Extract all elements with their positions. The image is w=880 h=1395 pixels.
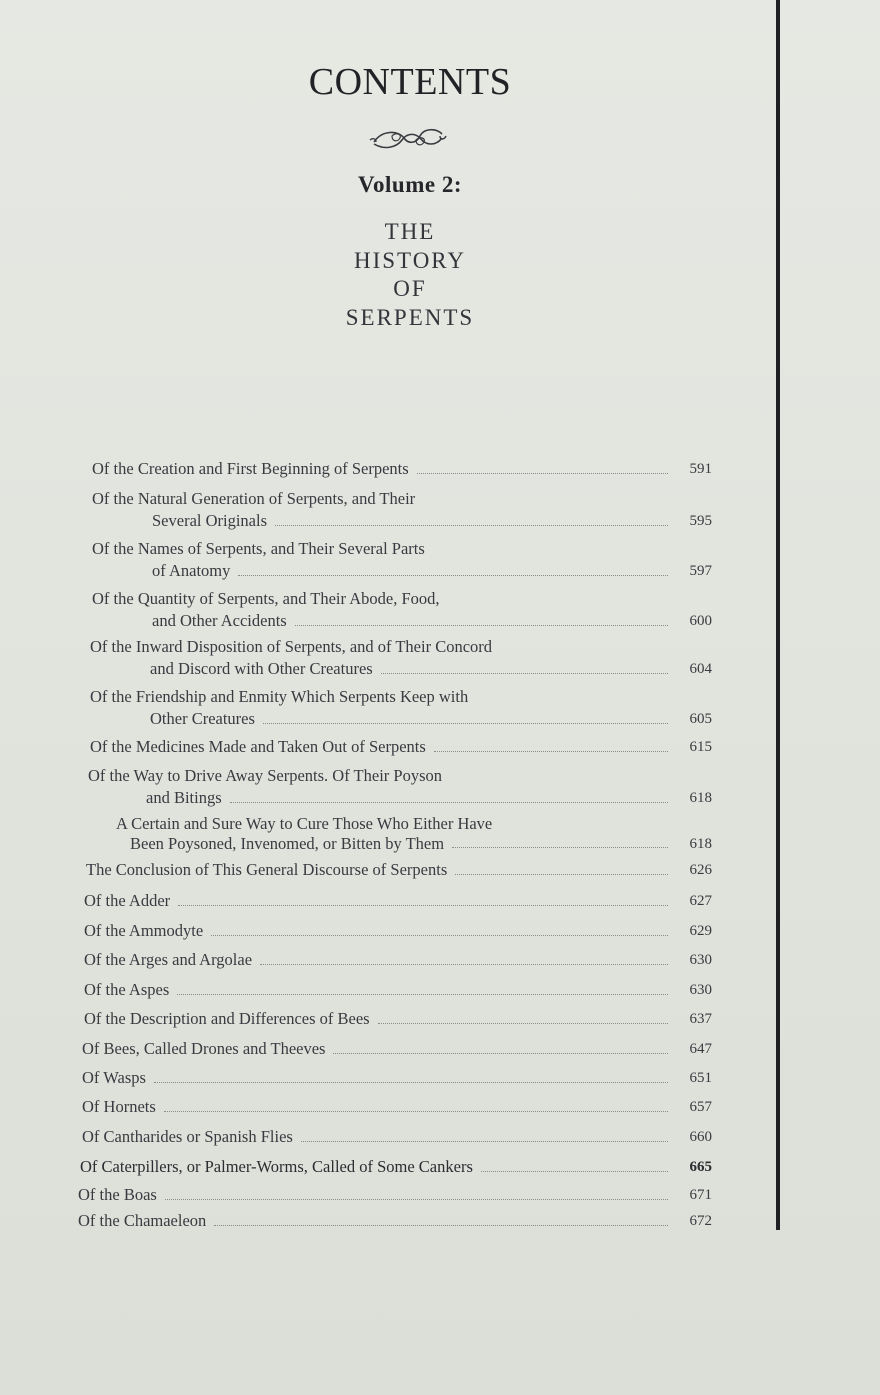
toc-entry-page: 672 — [689, 1213, 712, 1229]
toc-entry-page: 600 — [689, 613, 712, 629]
toc-entry-page: 629 — [689, 923, 712, 939]
toc-entry-page: 627 — [689, 893, 712, 909]
dot-leader — [178, 905, 668, 906]
toc-entry-title: Of the Quantity of Serpents, and Their Abode, Food, — [92, 589, 440, 608]
toc-entry-title: Of Caterpillers, or Palmer-Worms, Called of Some Cankers — [80, 1157, 473, 1176]
toc-entry-page: 671 — [689, 1187, 712, 1203]
dot-leader — [455, 874, 668, 875]
toc-entry-title-cont: and Discord with Other Creatures — [150, 659, 373, 678]
toc-entry[interactable] — [84, 890, 712, 912]
toc-entry-title: Of the Inward Disposition of Serpents, and of Their Concord — [90, 637, 493, 656]
toc-entry-title: Of the Chamaeleon — [78, 1211, 207, 1230]
book-title-line: SERPENTS — [345, 304, 475, 330]
toc-entry[interactable] — [90, 636, 712, 680]
toc-entry-title-cont: and Bitings — [146, 788, 222, 807]
dot-leader — [263, 723, 668, 724]
dot-leader — [211, 935, 668, 936]
toc-entry-title: Of the Description and Differences of Bees — [84, 1009, 370, 1028]
book-title-line: HISTORY — [354, 247, 466, 273]
toc-entry-title: The Conclusion of This General Discourse of Serpents — [86, 860, 448, 879]
toc-entry-title: Of the Ammodyte — [84, 921, 204, 940]
toc-entry-page: 615 — [689, 739, 712, 755]
dot-leader — [417, 473, 668, 474]
toc-entry-title-cont: Several Originals — [152, 511, 268, 530]
toc-entry[interactable] — [90, 736, 712, 758]
dot-leader — [452, 847, 668, 848]
toc-entry-title: Of the Boas — [78, 1185, 157, 1204]
toc-entry[interactable] — [82, 1067, 712, 1089]
toc-entry-page: 591 — [689, 461, 712, 477]
toc-entry-page: 630 — [689, 952, 712, 968]
toc-entry-title-cont: and Other Accidents — [152, 611, 287, 630]
toc-entry-page: 660 — [689, 1129, 712, 1145]
toc-entry[interactable] — [86, 859, 712, 881]
dot-leader — [481, 1171, 668, 1172]
book-title-line: THE — [384, 219, 436, 244]
toc-entry-title: Of the Natural Generation of Serpents, and Their — [92, 489, 416, 508]
toc-entry[interactable] — [78, 1184, 712, 1206]
toc-entry-title: A Certain and Sure Way to Cure Those Who Either Have — [116, 814, 493, 833]
toc-entry-page: 630 — [689, 982, 712, 998]
toc-entry[interactable] — [84, 949, 712, 971]
toc-entry[interactable] — [78, 1210, 712, 1232]
dot-leader — [177, 994, 668, 995]
toc-entry-page: 618 — [689, 790, 712, 806]
dot-leader — [275, 525, 668, 526]
toc-entry[interactable] — [88, 765, 712, 809]
dot-leader — [301, 1141, 668, 1142]
toc-entry-title: Of Bees, Called Drones and Theeves — [82, 1039, 326, 1058]
toc-entry-title: Of the Arges and Argolae — [84, 950, 253, 969]
volume-label: Volume 2: — [358, 172, 462, 197]
toc-entry[interactable] — [92, 488, 712, 532]
dot-leader — [230, 802, 668, 803]
toc-entry-title-cont: of Anatomy — [152, 561, 231, 580]
toc-entry-title-cont: Other Creatures — [150, 709, 255, 728]
toc-entry-title: Of Hornets — [82, 1097, 156, 1116]
toc-entry[interactable] — [82, 1038, 712, 1060]
toc-entry-page: 647 — [689, 1041, 712, 1057]
toc-entry-page: 665 — [689, 1159, 712, 1175]
dot-leader — [295, 625, 668, 626]
toc-entry-title: Of the Adder — [84, 891, 171, 910]
toc-entry-title: Of Wasps — [82, 1068, 146, 1087]
dot-leader — [164, 1111, 668, 1112]
toc-entry-page: 605 — [689, 711, 712, 727]
dot-leader — [434, 751, 668, 752]
toc-entry-title: Of the Aspes — [84, 980, 170, 999]
toc-entry-title: Of the Friendship and Enmity Which Serpents Keep with — [90, 687, 469, 706]
toc-entry-page: 626 — [689, 862, 712, 878]
toc-entry[interactable] — [84, 1008, 712, 1030]
toc-entry-title: Of the Way to Drive Away Serpents. Of Their Poyson — [88, 766, 442, 785]
dot-leader — [333, 1053, 668, 1054]
toc-entry[interactable] — [84, 979, 712, 1001]
dot-leader — [165, 1199, 668, 1200]
toc-entry[interactable] — [92, 458, 712, 480]
toc-entry[interactable] — [82, 1126, 712, 1148]
toc-entry[interactable] — [84, 920, 712, 942]
toc-entry[interactable] — [90, 686, 712, 730]
toc-entry-page: 637 — [689, 1011, 712, 1027]
toc-entry[interactable] — [80, 1156, 712, 1178]
dot-leader — [214, 1225, 668, 1226]
toc-entry-page: 597 — [689, 563, 712, 579]
contents-heading: CONTENTS — [308, 61, 512, 103]
toc-entry-page: 651 — [689, 1070, 712, 1086]
dot-leader — [381, 673, 668, 674]
dot-leader — [378, 1023, 668, 1024]
dot-leader — [260, 964, 668, 965]
toc-entry[interactable] — [82, 1096, 712, 1118]
toc-entry-page: 618 — [689, 836, 712, 852]
toc-entry[interactable] — [92, 588, 712, 632]
toc-entry-title: Of the Creation and First Beginning of Serpents — [92, 459, 409, 478]
dot-leader — [238, 575, 668, 576]
toc-entry-title: Of the Names of Serpents, and Their Several Parts — [92, 539, 425, 558]
toc-entry[interactable] — [92, 538, 712, 582]
toc-entry-title: Of the Medicines Made and Taken Out of Serpents — [90, 737, 426, 756]
toc-entry-page: 604 — [689, 661, 712, 677]
toc-entry-page: 657 — [689, 1099, 712, 1115]
dot-leader — [154, 1082, 668, 1083]
toc-entry-title-cont: Been Poysoned, Invenomed, or Bitten by Them — [130, 834, 445, 853]
toc-entry-sub[interactable] — [116, 814, 712, 854]
toc-entry-title: Of Cantharides or Spanish Flies — [82, 1127, 293, 1146]
toc-entry-page: 595 — [689, 513, 712, 529]
book-title-line: OF — [393, 276, 427, 301]
